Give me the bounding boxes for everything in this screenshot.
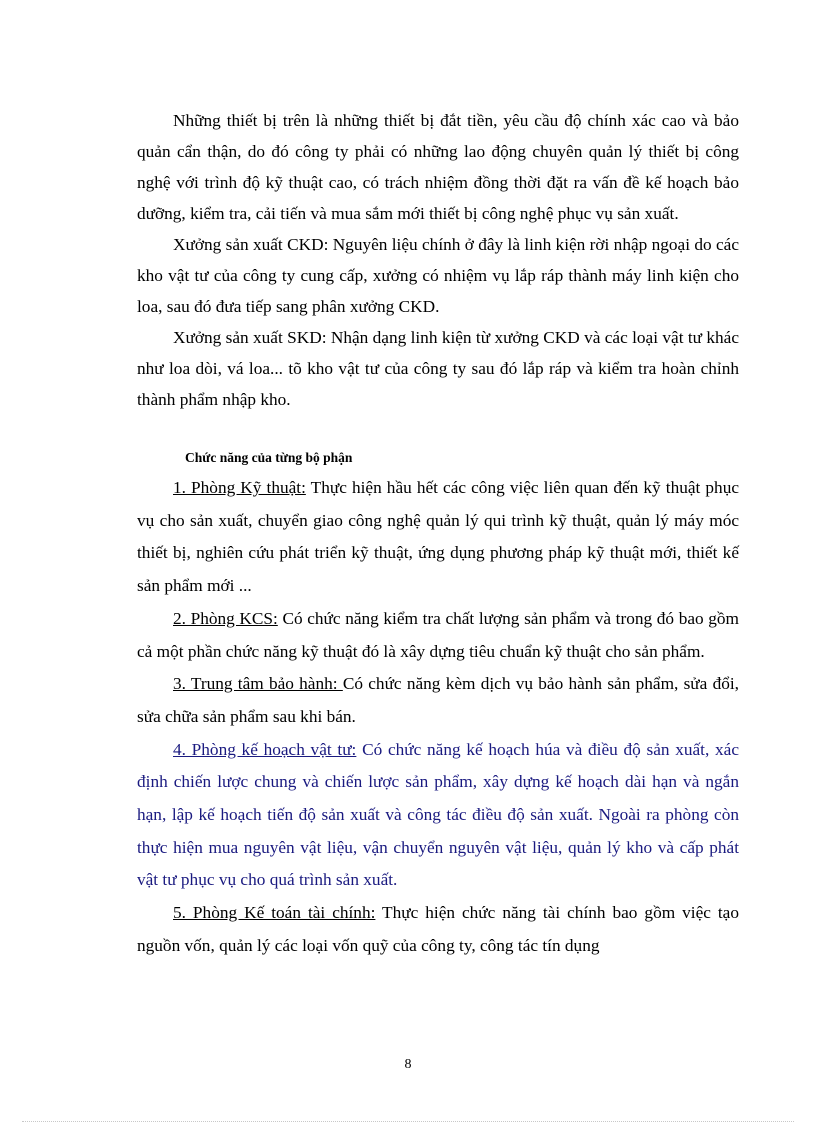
department-planning-materials	[137, 734, 739, 898]
department-text: Thực hiện hầu hết các công việc liên quan đến kỹ thuật phục vụ cho sản xuất, chuyển giao công nghệ quản lý qui trình kỹ thuật, quản lý máy móc thiết bị, nghiên cứu phát triển kỹ thuật, ứng dụng phương pháp kỹ thuật mới, thiết kế sản phẩm mới ...	[137, 478, 739, 596]
paragraph-ckd-workshop: Xưởng sản xuất CKD: Nguyên liệu chính ở đây là linh kiện rời nhập ngoại do các kho vật tư của công ty cung cấp, xưởng có nhiệm vụ lắp ráp thành máy linh kiện cho loa, sau đó đưa tiếp sang phân xưởng CKD.	[137, 235, 739, 316]
section-heading: Chức năng của từng bộ phận	[185, 450, 353, 465]
department-title: 2. Phòng KCS:	[173, 608, 278, 628]
department-technical	[137, 472, 739, 603]
paragraph-equipment: Những thiết bị trên là những thiết bị đắt tiền, yêu cầu độ chính xác cao và bảo quản cẩn thận, do đó công ty phải có những lao động chuyên quản lý thiết bị công nghệ với trình độ kỹ thuật cao, có trách nhiệm đồng thời đặt ra vấn đề kế hoạch bảo dưỡng, kiểm tra, cải tiến và mua sắm mới thiết bị công nghệ phục vụ sản xuất.	[137, 111, 739, 223]
department-title: 1. Phòng Kỹ thuật:	[173, 478, 306, 497]
paragraph-skd-workshop: Xưởng sản xuất SKD: Nhận dạng linh kiện từ xưởng CKD và các loại vật tư khác như loa dòi, vá loa... tõ kho vật tư của công ty sau đó lắp ráp và kiểm tra hoàn chỉnh thành phẩm nhập kho.	[137, 328, 739, 409]
departments-section	[137, 472, 739, 963]
page-number: 8	[404, 1057, 412, 1072]
intro-section	[137, 105, 739, 415]
department-title: 5. Phòng Kế toán tài chính:	[173, 903, 376, 923]
department-title: 3. Trung tâm bảo hành:	[173, 674, 343, 694]
department-text: Có chức năng kế hoạch húa và điều độ sản xuất, xác định chiến lược chung và chiến lược sản phẩm, xây dựng kế hoạch dài hạn và ngắn hạn, lập kế hoạch tiến độ sản xuất và công tác điều độ sản xuất. Ngoài ra phòng còn thực hiện mua nguyên vật liệu, vận chuyển nguyên vật liệu, quản lý kho và cấp phát vật tư phục vụ cho quá trình sản xuất.	[137, 739, 739, 890]
department-text: Có chức năng kiểm tra chất lượng sản phẩm và trong đó bao gồm cả một phần chức năng kỹ thuật đó là xây dựng tiêu chuẩn kỹ thuật cho sản phẩm.	[137, 608, 739, 661]
department-text: Thực hiện chức năng tài chính bao gồm việc tạo nguồn vốn, quản lý các loại vốn quỹ của công ty, công tác tín dụng	[137, 903, 739, 955]
page-bottom-edge	[22, 1121, 794, 1122]
department-text: Có chức năng kèm dịch vụ bảo hành sản phẩm, sửa đổi, sửa chữa sản phẩm sau khi bán.	[137, 674, 740, 726]
department-warranty-center	[137, 668, 739, 733]
department-finance-accounting	[137, 897, 739, 962]
department-kcs	[137, 603, 739, 668]
department-title: 4. Phòng kế hoạch vật tư:	[173, 739, 357, 759]
